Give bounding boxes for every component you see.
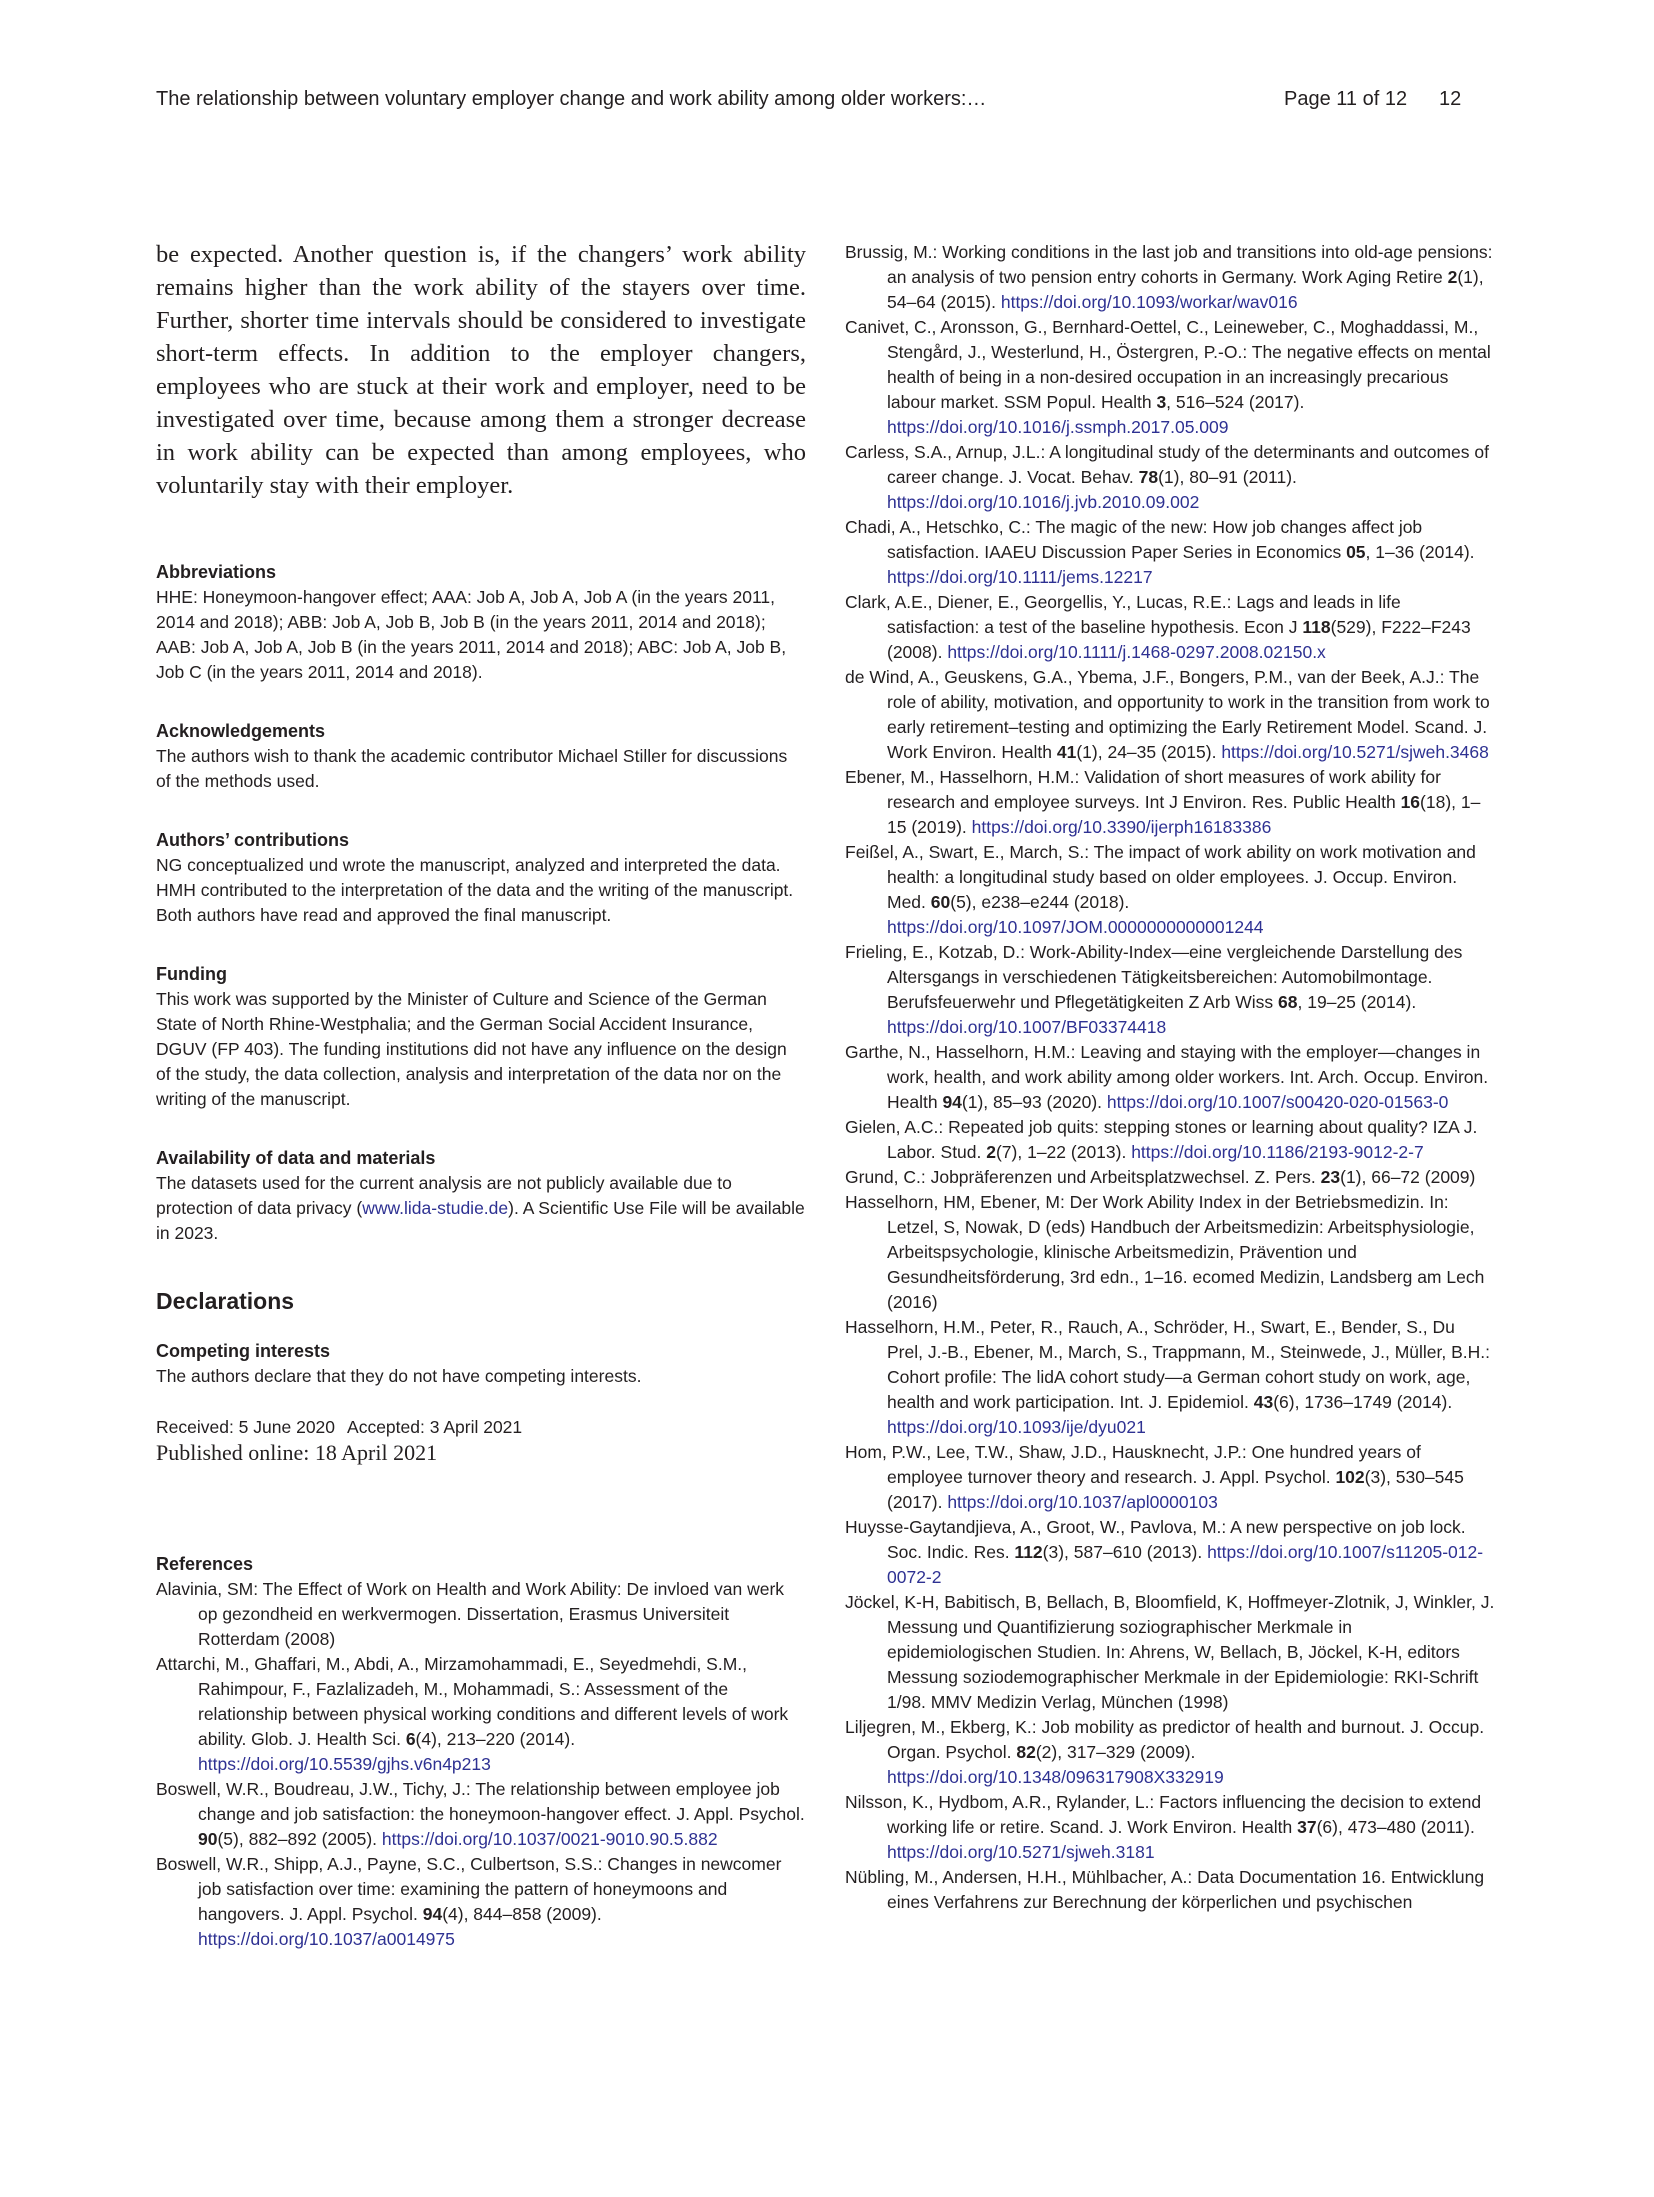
reference-volume: 90 xyxy=(198,1829,218,1849)
reference-item: Hasselhorn, HM, Ebener, M: Der Work Ability Index in der Betriebsmedizin. In: Letzel, S, Nowak, D (eds) Handbuch der Arbeitsmedizin: Arbeitsphysiologie, Arbeitspsychologie, klinische Arbeitsmedizin, Prävention und Gesundheitsförderung, 3rd edn., 1–16. ecomed Medizin, Landsberg am Lech (2016) xyxy=(845,1192,1485,1312)
page-number: 12 xyxy=(1439,88,1462,110)
doi-link[interactable]: https://doi.org/10.1016/j.ssmph.2017.05.009 xyxy=(887,417,1229,437)
reference-volume: 82 xyxy=(1016,1742,1036,1762)
reference-volume: 118 xyxy=(1302,617,1331,637)
reference-volume: 16 xyxy=(1400,792,1421,812)
reference-volume: 94 xyxy=(422,1904,443,1924)
doi-link[interactable]: https://doi.org/10.1037/a0014975 xyxy=(198,1929,455,1949)
reference-volume: 78 xyxy=(1138,467,1159,487)
reference-volume: 41 xyxy=(1056,742,1077,762)
left-column xyxy=(156,238,806,1952)
reference-item: Jöckel, K-H, Babitisch, B, Bellach, B, Bloomfield, K, Hoffmeyer-Zlotnik, J, Winkler, J. Messung und Quantifizierung soziographischer Merkmale in epidemiologischen Studien. In: Ahrens, W, Bellach, B, Jöckel, K-H, editors Messung soziodemographischer Merkmale in der Epidemiologie: RKI-Schrift 1/98. MMV Medizin Verlag, München (1998) xyxy=(845,1592,1495,1712)
doi-link[interactable]: https://doi.org/10.1111/j.1468-0297.2008.02150.x xyxy=(947,642,1326,662)
right-references xyxy=(845,240,1495,1915)
reference-item: Carless, S.A., Arnup, J.L.: A longitudinal study of the determinants and outcomes of career change. J. Vocat. Behav. 78(1), 80–91 (2011). https://doi.org/10.1016/j.jvb.2010.09.002 xyxy=(845,442,1489,512)
dates-block xyxy=(156,1415,806,1466)
contributions-text: NG conceptualized und wrote the manuscript, analyzed and interpreted the data. HMH contributed to the interpretation of the data and the writing of the manuscript. Both authors have read and approved the final manuscript. xyxy=(156,855,794,925)
lida-link[interactable]: www.lida-studie.de xyxy=(362,1198,509,1218)
reference-item: Liljegren, M., Ekberg, K.: Job mobility as predictor of health and burnout. J. Occup. Organ. Psychol. 82(2), 317–329 (2009). https://doi.org/10.1348/096317908X332919 xyxy=(845,1717,1485,1787)
doi-link[interactable]: https://doi.org/10.1186/2193-9012-2-7 xyxy=(1131,1142,1424,1162)
abbreviations-heading: Abbreviations xyxy=(156,562,277,582)
reference-item: Feißel, A., Swart, E., March, S.: The impact of work ability on work motivation and health: a longitudinal study based on older employees. J. Occup. Environ. Med. 60(5), e238–e244 (2018). https://doi.org/10.1097/JOM.0000000000001244 xyxy=(845,842,1476,937)
reference-item: Nilsson, K., Hydbom, A.R., Rylander, L.: Factors influencing the decision to extend working life or retire. Scand. J. Work Environ. Health 37(6), 473–480 (2011). https://doi.org/10.5271/sjweh.3181 xyxy=(845,1792,1482,1862)
competing-section xyxy=(156,1341,806,1389)
acknowledgements-text: The authors wish to thank the academic contributor Michael Stiller for discussions of the methods used. xyxy=(156,746,788,791)
reference-item: Garthe, N., Hasselhorn, H.M.: Leaving and staying with the employer—changes in work, health, and work ability among older workers. Int. Arch. Occup. Environ. Health 94(1), 85–93 (2020). https://doi.org/10.1007/s00420-020-01563-0 xyxy=(845,1042,1489,1112)
contributions-heading: Authors’ contributions xyxy=(156,830,349,850)
left-references xyxy=(156,1577,806,1952)
availability-section xyxy=(156,1148,806,1246)
reference-item: Nübling, M., Andersen, H.H., Mühlbacher, A.: Data Documentation 16. Entwicklung eines Verfahrens zur Berechnung der körperlichen und psychischen xyxy=(845,1867,1485,1912)
doi-link[interactable]: https://doi.org/10.1037/apl0000103 xyxy=(947,1492,1218,1512)
availability-heading: Availability of data and materials xyxy=(156,1148,436,1168)
reference-item: Attarchi, M., Ghaffari, M., Abdi, A., Mirzamohammadi, E., Seyedmehdi, S.M., Rahimpour, F., Fazlalizadeh, M., Mohammadi, S.: Assessment of the relationship between physical working conditions and different levels of work ability. Glob. J. Health Sci. 6(4), 213–220 (2014). https://doi.org/10.5539/gjhs.v6n4p213 xyxy=(156,1654,789,1774)
reference-item: Gielen, A.C.: Repeated job quits: stepping stones or learning about quality? IZA J. Labor. Stud. 2(7), 1–22 (2013). https://doi.org/10.1186/2193-9012-2-7 xyxy=(845,1117,1478,1162)
reference-item: de Wind, A., Geuskens, G.A., Ybema, J.F., Bongers, P.M., van der Beek, A.J.: The role of ability, motivation, and opportunity to work in the transition from work to early retirement–testing and optimizing the Early Retirement Model. Scand. J. Work Environ. Health 41(1), 24–35 (2015). https://doi.org/10.5271/sjweh.3468 xyxy=(845,667,1490,762)
accepted-date: Accepted: 3 April 2021 xyxy=(347,1417,523,1437)
reference-volume: 3 xyxy=(1156,392,1167,412)
doi-link[interactable]: https://doi.org/10.1037/0021-9010.90.5.882 xyxy=(381,1829,718,1849)
reference-volume: 94 xyxy=(942,1092,962,1112)
reference-volume: 37 xyxy=(1297,1817,1317,1837)
abbreviations-text: HHE: Honeymoon-hangover effect; AAA: Job A, Job A, Job A (in the years 2011, 2014 and 2018); ABB: Job A, Job B, Job B (in the years 2011, 2014 and 2018); AAB: Job A, Job A, Job B (in the years 2011, 2014 and 2018); ABC: Job A, Job B, Job C (in the years 2011, 2014 and 2018). xyxy=(156,587,787,682)
declarations-heading: Declarations xyxy=(156,1288,295,1314)
published-date: Published online: 18 April 2021 xyxy=(156,1440,438,1465)
reference-item: Chadi, A., Hetschko, C.: The magic of the new: How job changes affect job satisfaction. IAAEU Discussion Paper Series in Economics 05, 1–36 (2014). https://doi.org/10.1111/jems.12217 xyxy=(845,517,1475,587)
reference-volume: 2 xyxy=(1447,267,1458,287)
reference-item: Canivet, C., Aronsson, G., Bernhard-Oettel, C., Leineweber, C., Moghaddassi, M., Stengård, J., Westerlund, H., Östergren, P.-O.: The negative effects on mental health of being in a non-desired occupation in an increasingly precarious labour market. SSM Popul. Health 3, 516–524 (2017). https://doi.org/10.1016/j.ssmph.2017.05.009 xyxy=(845,317,1491,437)
competing-heading: Competing interests xyxy=(156,1341,331,1361)
doi-link[interactable]: https://doi.org/10.1097/JOM.0000000000001244 xyxy=(887,917,1264,937)
right-column xyxy=(845,240,1495,1915)
doi-link[interactable]: https://doi.org/10.5539/gjhs.v6n4p213 xyxy=(198,1754,491,1774)
reference-volume: 102 xyxy=(1335,1467,1365,1487)
reference-item: Hasselhorn, H.M., Peter, R., Rauch, A., Schröder, H., Swart, E., Bender, S., Du Prel, J.-B., Ebener, M., March, S., Trappmann, M., Steinwede, J., Müller, B.H.: Cohort profile: The lidA cohort study—a German cohort study on work, age, health and work participation. Int. J. Epidemiol. 43(6), 1736–1749 (2014). https://doi.org/10.1093/ije/dyu021 xyxy=(845,1317,1490,1437)
reference-volume: 6 xyxy=(405,1729,416,1749)
references-heading: References xyxy=(156,1554,254,1574)
competing-text: The authors declare that they do not have competing interests. xyxy=(156,1366,642,1386)
doi-link[interactable]: https://doi.org/10.5271/sjweh.3468 xyxy=(1221,742,1489,762)
funding-heading: Funding xyxy=(156,964,227,984)
reference-item: Alavinia, SM: The Effect of Work on Health and Work Ability: De invloed van werk op gezondheid en werkvermogen. Dissertation, Erasmus Universiteit Rotterdam (2008) xyxy=(156,1579,785,1649)
doi-link[interactable]: https://doi.org/10.5271/sjweh.3181 xyxy=(887,1842,1155,1862)
reference-volume: 68 xyxy=(1278,992,1298,1012)
reference-item: Boswell, W.R., Boudreau, J.W., Tichy, J.: The relationship between employee job change and job satisfaction: the honeymoon-hangover effect. J. Appl. Psychol. 90(5), 882–892 (2005). https://doi.org/10.1037/0021-9010.90.5.882 xyxy=(156,1779,805,1849)
availability-text: The datasets used for the current analysis are not publicly available due to protection of data privacy (www.lida-studie.de). A Scientific Use File will be available in 2023. xyxy=(156,1173,805,1243)
doi-link[interactable]: https://doi.org/10.1093/ije/dyu021 xyxy=(887,1417,1146,1437)
reference-volume: 05 xyxy=(1346,542,1366,562)
reference-item: Hom, P.W., Lee, T.W., Shaw, J.D., Hausknecht, J.P.: One hundred years of employee turnover theory and research. J. Appl. Psychol. 102(3), 530–545 (2017). https://doi.org/10.1037/apl0000103 xyxy=(845,1442,1464,1512)
reference-volume: 43 xyxy=(1253,1392,1274,1412)
doi-link[interactable]: https://doi.org/10.1007/s11205-012-0072-2 xyxy=(887,1542,1484,1587)
doi-link[interactable]: https://doi.org/10.1016/j.jvb.2010.09.002 xyxy=(887,492,1200,512)
funding-section xyxy=(156,964,806,1112)
doi-link[interactable]: https://doi.org/10.1093/workar/wav016 xyxy=(1000,292,1298,312)
doi-link[interactable]: https://doi.org/10.3390/ijerph16183386 xyxy=(971,817,1272,837)
reference-item: Brussig, M.: Working conditions in the last job and transitions into old-age pensions: an analysis of two pension entry cohorts in Germany. Work Aging Retire 2(1), 54–64 (2015). https://doi.org/10.1093/workar/wav016 xyxy=(845,242,1493,312)
contributions-section xyxy=(156,830,806,928)
reference-item: Huysse-Gaytandjieva, A., Groot, W., Pavlova, M.: A new perspective on job lock. Soc. Indic. Res. 112(3), 587–610 (2013). https://doi.org/10.1007/s11205-012-0072-2 xyxy=(845,1517,1484,1587)
doi-link[interactable]: https://doi.org/10.1007/s00420-020-01563-0 xyxy=(1106,1092,1449,1112)
running-header xyxy=(156,88,1476,118)
abbreviations-section xyxy=(156,562,806,685)
reference-volume: 112 xyxy=(1014,1542,1043,1562)
doi-link[interactable]: https://doi.org/10.1007/BF03374418 xyxy=(887,1017,1167,1037)
body-paragraph: be expected. Another question is, if the changers’ work ability remains higher than the work ability of the stayers over time. Further, shorter time intervals should be considered to investigate short-term effects. In addition to the employer changers, employees who are stuck at their work and employer, need to be investigated over time, because among them a stronger decrease in work ability can be expected than among employees, who voluntarily stay with their employer. xyxy=(156,241,806,499)
acknowledgements-section xyxy=(156,721,806,794)
reference-volume: 60 xyxy=(930,892,951,912)
reference-item: Boswell, W.R., Shipp, A.J., Payne, S.C., Culbertson, S.S.: Changes in newcomer job satisfaction over time: examining the pattern of honeymoons and hangovers. J. Appl. Psychol. 94(4), 844–858 (2009). https://doi.org/10.1037/a0014975 xyxy=(156,1854,782,1949)
reference-volume: 23 xyxy=(1320,1167,1341,1187)
acknowledgements-heading: Acknowledgements xyxy=(156,721,326,741)
doi-link[interactable]: https://doi.org/10.1348/096317908X332919 xyxy=(887,1767,1224,1787)
funding-text: This work was supported by the Minister of Culture and Science of the German State of North Rhine-Westphalia; and the German Social Accident Insurance, DGUV (FP 403). The funding institutions did not have any influence on the design of the study, the data collection, analysis and interpretation of the data nor on the writing of the manuscript. xyxy=(156,989,787,1109)
received-date: Received: 5 June 2020 xyxy=(156,1417,336,1437)
running-title: The relationship between voluntary employer change and work ability among older workers:… xyxy=(156,88,987,110)
reference-item: Frieling, E., Kotzab, D.: Work-Ability-Index—eine vergleichende Darstellung des Altersgangs in verschiedenen Tätigkeitsbereichen: Automobilmontage. Berufsfeuerwehr und Pflegetätigkeiten Z Arb Wiss 68, 19–25 (2014). https://doi.org/10.1007/BF03374418 xyxy=(845,942,1463,1037)
reference-item: Ebener, M., Hasselhorn, H.M.: Validation of short measures of work ability for research and employee surveys. Int J Environ. Res. Public Health 16(18), 1–15 (2019). https://doi.org/10.3390/ijerph16183386 xyxy=(845,767,1481,837)
page-label: Page 11 of 12 xyxy=(1284,88,1408,110)
doi-link[interactable]: https://doi.org/10.1111/jems.12217 xyxy=(887,567,1153,587)
reference-item: Grund, C.: Jobpräferenzen und Arbeitsplatzwechsel. Z. Pers. 23(1), 66–72 (2009) xyxy=(845,1167,1476,1187)
reference-item: Clark, A.E., Diener, E., Georgellis, Y., Lucas, R.E.: Lags and leads in life satisfaction: a test of the baseline hypothesis. Econ J 118(529), F222–F243 (2008). https://doi.org/10.1111/j.1468-0297.2008.02150.x xyxy=(845,592,1471,662)
reference-volume: 2 xyxy=(986,1142,996,1162)
